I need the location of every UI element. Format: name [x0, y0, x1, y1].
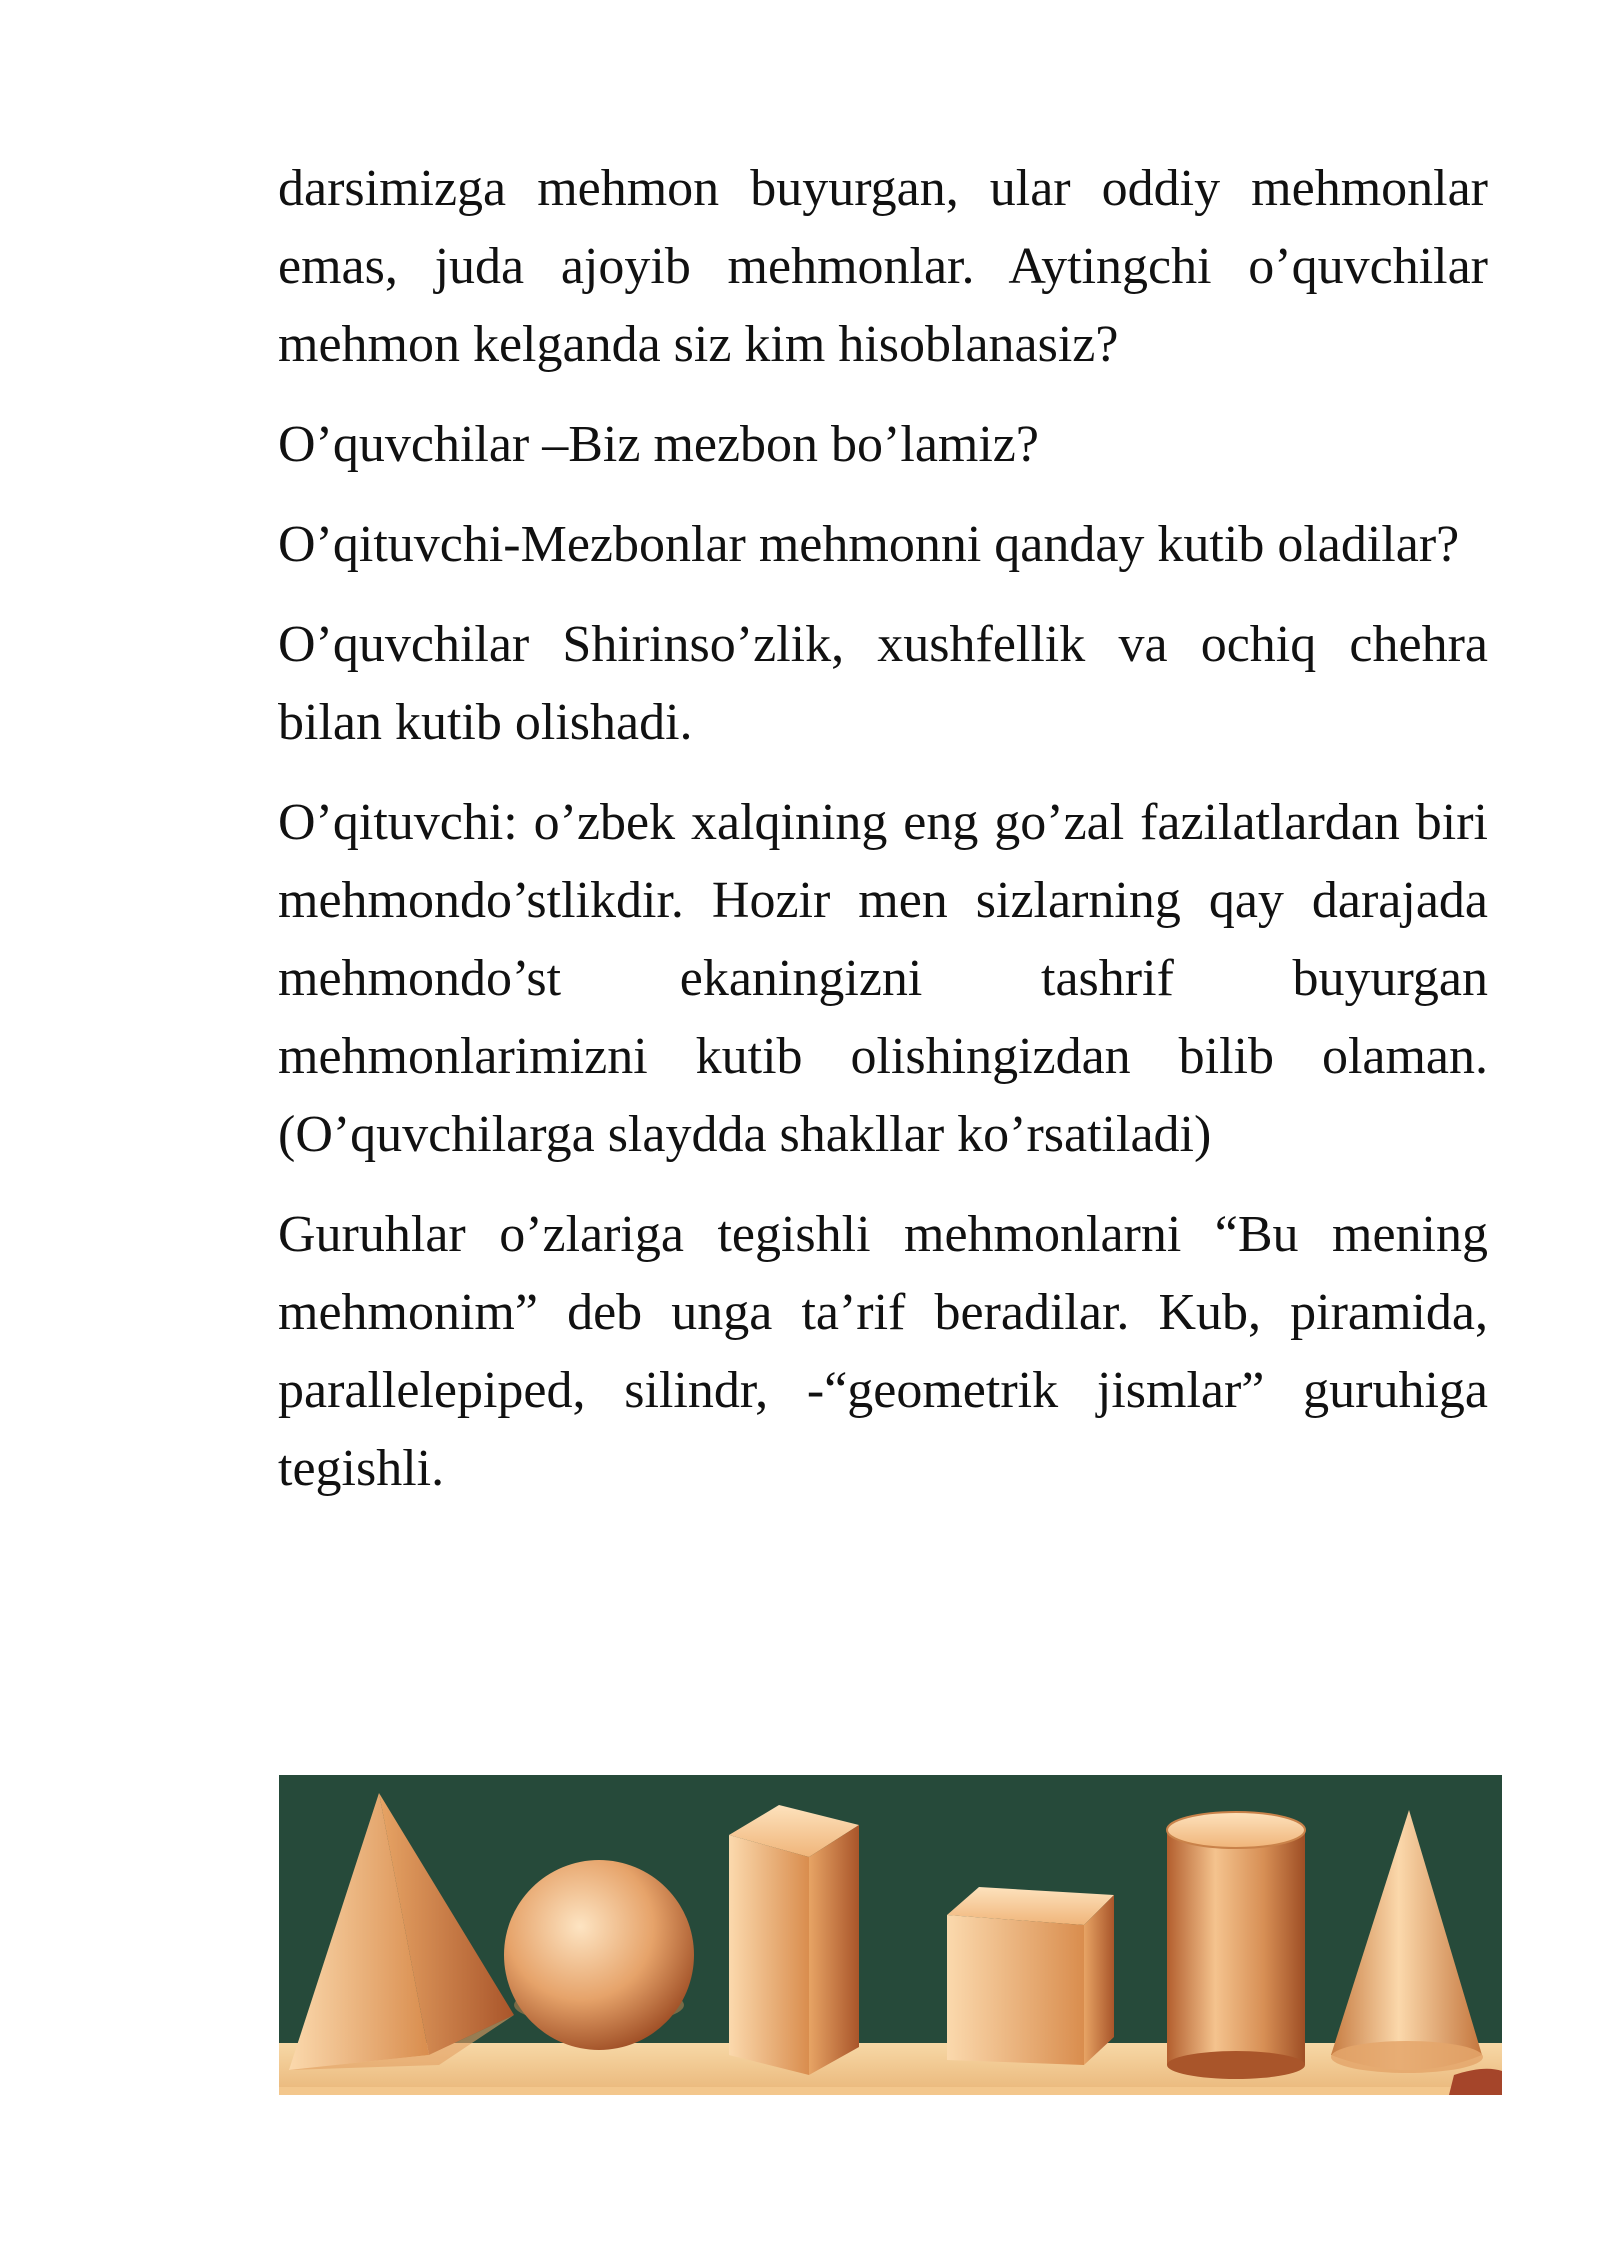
cube-icon	[947, 1887, 1114, 2065]
paragraph-6: Guruhlar o’zlariga tegishli mehmonlarni “Bu mening mehmonim” deb unga ta’rif beradilar. Kub, piramida, parallelepiped, silindr, -“geometrik jismlar” guruhiga tegishli.	[278, 1206, 1488, 1497]
rectangular-prism-icon	[729, 1805, 859, 2075]
document-page	[278, 150, 1488, 1530]
paragraph-2: O’quvchilar –Biz mezbon bo’lamiz?	[278, 416, 1039, 473]
paragraph-5: O’qituvchi: o’zbek xalqining eng go’zal fazilatlardan biri mehmondo’stlikdir. Hozir men sizlarning qay darajada mehmondo’st ekaningizni tashrif buyurgan mehmonlarimizni kutib olishingizdan bilib olaman. (O’quvchilarga slaydda shakllar ko’rsatiladi)	[278, 794, 1488, 1163]
cylinder-icon	[1167, 1812, 1305, 2079]
sphere-icon	[504, 1860, 694, 2050]
paragraph-3: O’qituvchi-Mezbonlar mehmonni qanday kutib oladilar?	[278, 516, 1460, 573]
geometric-solids-illustration	[279, 1775, 1502, 2095]
paragraph-1: darsimizga mehmon buyurgan, ular oddiy mehmonlar emas, juda ajoyib mehmonlar. Aytingchi o’quvchilar mehmon kelganda siz kim hisoblanasiz?	[278, 160, 1488, 373]
paragraph-4: O’quvchilar Shirinso’zlik, xushfellik va ochiq chehra bilan kutib olishadi.	[278, 616, 1488, 751]
